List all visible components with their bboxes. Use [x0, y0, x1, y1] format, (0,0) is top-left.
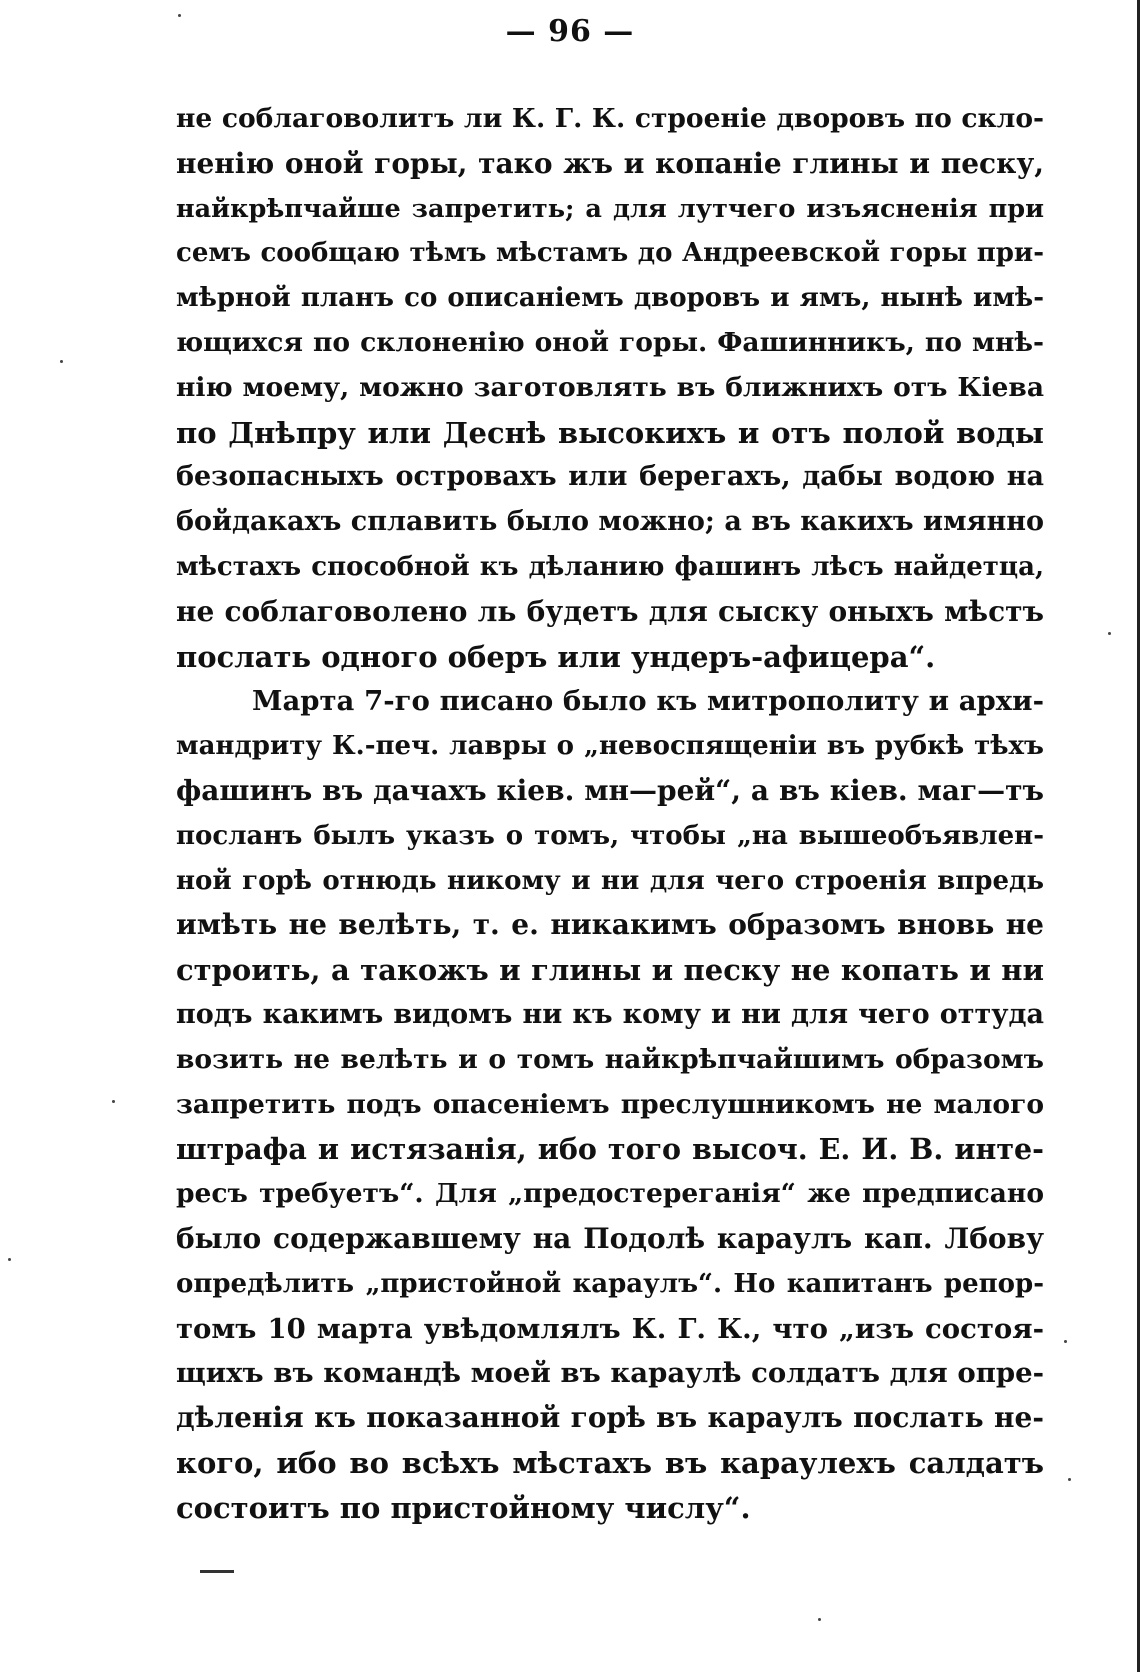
- scan-speck: [8, 1258, 11, 1261]
- text-line: фашинъ въ дачахъ кіев. мн—рей“, а въ кіев. маг—тъ: [176, 773, 1044, 807]
- scan-speck: [1068, 1478, 1071, 1481]
- scan-speck: [1064, 1340, 1067, 1343]
- scan-speck: [178, 14, 181, 17]
- footer-dash: [200, 1570, 234, 1573]
- text-line: строить, а такожъ и глины и песку не копать и ни: [176, 953, 1044, 988]
- text-line: семъ сообщаю тѣмъ мѣстамъ до Андреевской горы при-: [176, 238, 1044, 269]
- text-line: нію моему, можно заготовлять въ ближнихъ отъ Кіева: [176, 371, 1044, 403]
- scan-speck: [818, 1618, 821, 1621]
- text-line: безопасныхъ островахъ или берегахъ, дабы водою на: [176, 461, 1044, 493]
- text-line: кого, ибо во всѣхъ мѣстахъ въ караулехъ салдатъ: [176, 1445, 1044, 1480]
- text-line: имѣть не велѣть, т. е. никакимъ образомъ вновь не: [176, 908, 1044, 942]
- text-line: штрафа и истязанія, ибо того высоч. Е. И. В. инте-: [176, 1132, 1044, 1167]
- text-line: ресъ требуетъ“. Для „предостереганія“ же предписано: [176, 1178, 1044, 1210]
- page-number: — 96 —: [505, 14, 635, 49]
- text-line: ющихся по склоненію оной горы. Фашинникъ, по мнѣ-: [176, 326, 1044, 358]
- paragraph-2: [176, 679, 1044, 1530]
- scan-speck: [1108, 632, 1111, 635]
- text-line: Марта 7-го писано было къ митрополиту и архи-: [252, 685, 1044, 718]
- text-line: найкрѣпчайше запретить; а для лутчего изъясненія при: [176, 193, 1044, 224]
- text-line: томъ 10 марта увѣдомлялъ К. Г. К., что „изъ состоя-: [176, 1312, 1044, 1345]
- text-line: мѣрной планъ со описаніемъ дворовъ и ямъ, нынѣ имѣ-: [176, 283, 1044, 314]
- text-line: состоитъ по пристойному числу“.: [176, 1490, 751, 1525]
- scan-speck: [60, 360, 63, 363]
- scan-speck: [112, 1100, 115, 1103]
- paragraph-1: [176, 97, 1044, 679]
- text-line: опредѣлить „пристойной караулъ“. Но капитанъ репор-: [176, 1268, 1044, 1299]
- text-line: не соблаговолитъ ли К. Г. К. строеніе дворовъ по скло-: [176, 103, 1044, 134]
- text-line: бойдакахъ сплавить было можно; а въ какихъ имянно: [176, 506, 1044, 538]
- page-body: [176, 97, 1044, 1531]
- text-line: не соблаговолено ль будетъ для сыску оныхъ мѣстъ: [176, 594, 1044, 628]
- text-line: запретить подъ опасеніемъ преслушникомъ не малого: [176, 1088, 1044, 1120]
- text-line: ненію оной горы, тако жъ и копаніе глины и песку,: [176, 146, 1044, 180]
- text-line: возить не велѣть и о томъ найкрѣпчайшимъ образомъ: [176, 1043, 1044, 1075]
- text-line: ной горѣ отнюдь никому и ни для чего строенія впредь: [176, 865, 1044, 896]
- text-line: было содержавшему на Подолѣ караулъ кап. Лбову: [176, 1221, 1044, 1255]
- text-line: мандриту К.-печ. лавры о „невоспященіи въ рубкѣ тѣхъ: [176, 731, 1044, 762]
- text-line: щихъ въ командѣ моей въ караулѣ солдатъ для опре-: [176, 1357, 1044, 1390]
- text-line: посланъ былъ указъ о томъ, чтобы „на вышеобъявлен-: [176, 820, 1044, 851]
- text-line: по Днѣпру или Деснѣ высокихъ и отъ полой воды: [176, 415, 1044, 450]
- text-line: подъ какимъ видомъ ни къ кому и ни для чего оттуда: [176, 998, 1044, 1030]
- text-line: мѣстахъ способной къ дѣланию фашинъ лѣсъ найдетца,: [176, 551, 1044, 582]
- text-line: дѣленія къ показанной горѣ въ караулъ послать не-: [176, 1401, 1044, 1435]
- text-line: послать одного оберъ или ундеръ-афицера“.: [176, 639, 936, 674]
